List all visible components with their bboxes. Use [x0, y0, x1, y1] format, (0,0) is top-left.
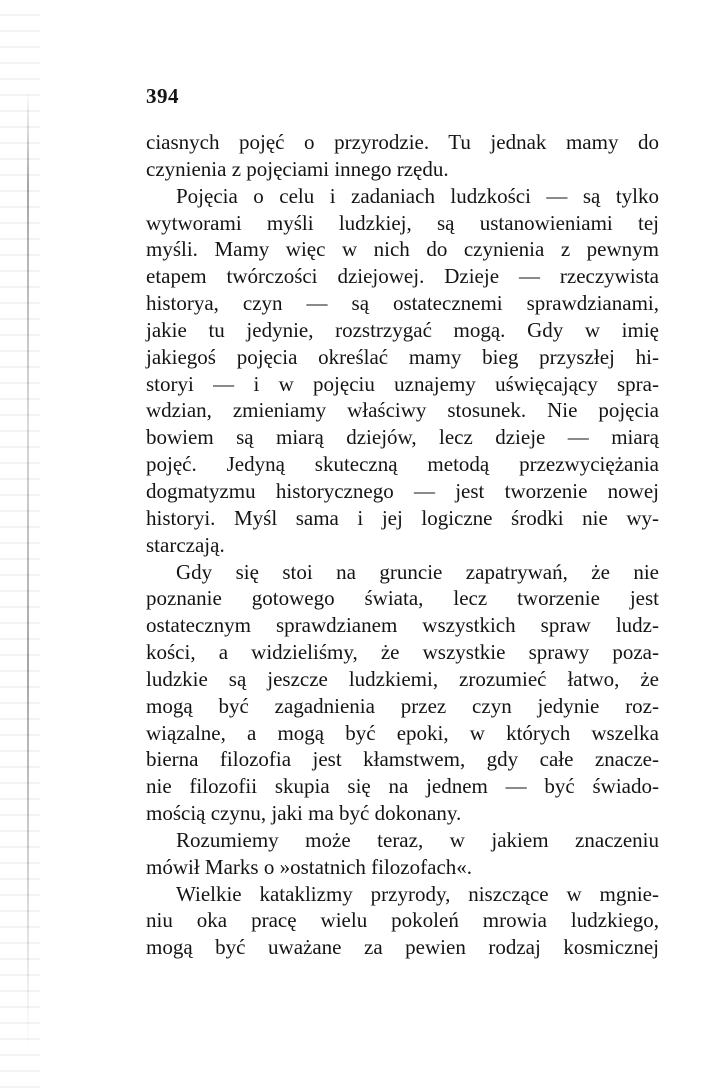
- paragraph-first-line: Wielkie kataklizmy przyrody, niszczące w mgnie-: [176, 881, 659, 906]
- text-line: ciasnych pojęć o przyrodzie. Tu jednak mamy do: [146, 130, 659, 154]
- text-line: poznanie gotowego świata, lecz tworzenie jest: [146, 586, 659, 611]
- text-line: bierna filozofia jest kłamstwem, gdy całe znacze-: [146, 747, 659, 772]
- text-line: dogmatyzmu historycznego — jest tworzenie nowej: [146, 478, 659, 503]
- paragraph-first-line: Pojęcia o celu i zadaniach ludzkości — są tylko: [176, 183, 659, 208]
- binding-edge: [27, 90, 29, 1050]
- text-line: jakiegoś pojęcia określać mamy bieg przyszłej hi-: [146, 344, 659, 369]
- text-line: storyi — i w pojęciu uznajemy uświęcający spra-: [146, 371, 659, 396]
- text-line: bowiem są miarą dziejów, lecz dzieje — miarą: [146, 425, 659, 450]
- text-line: mogą być zagadnienia przez czyn jedynie roz-: [146, 693, 659, 718]
- text-line: niu oka pracę wielu pokoleń mrowia ludzkiego,: [146, 908, 659, 933]
- text-line: mogą być uważane za pewien rodzaj kosmicznej: [146, 935, 659, 960]
- text-line: historyi. Myśl sama i jej logiczne środki nie wy-: [146, 505, 659, 530]
- text-line: pojęć. Jedyną skuteczną metodą przezwyciężania: [146, 452, 659, 477]
- text-line: wdzian, zmieniamy właściwy stosunek. Nie pojęcia: [146, 398, 659, 423]
- text-line: wiązalne, a mogą być epoki, w których wszelka: [146, 720, 659, 745]
- paragraph-first-line: Gdy się stoi na gruncie zapatrywań, że nie: [176, 559, 659, 584]
- text-line: jakie tu jedynie, rozstrzygać mogą. Gdy w imię: [146, 317, 659, 342]
- text-line: wytworami myśli ludzkiej, są ustanowieniami tej: [146, 210, 659, 235]
- text-line: etapem twórczości dziejowej. Dzieje — rzeczywista: [146, 264, 659, 289]
- text-line: historya, czyn — są ostatecznemi sprawdzianami,: [146, 291, 659, 316]
- text-line: mówił Marks o »ostatnich filozofach«.: [146, 854, 473, 879]
- text-line: starczają.: [146, 532, 225, 557]
- text-line: nie filozofii skupia się na jednem — być świado-: [146, 774, 659, 799]
- text-line: mością czynu, jaki ma być dokonany.: [146, 801, 462, 826]
- text-line: ostatecznym sprawdzianem wszystkich spraw ludz-: [146, 613, 659, 638]
- binding-gutter: [0, 0, 40, 1090]
- body-text: [146, 129, 659, 961]
- page-number: 394: [146, 84, 179, 108]
- paragraph-first-line: Rozumiemy może teraz, w jakiem znaczeniu: [176, 827, 659, 852]
- text-line: ludzkie są jeszcze ludzkiemi, zrozumieć łatwo, że: [146, 666, 659, 691]
- text-line: kości, a widzieliśmy, że wszystkie sprawy poza-: [146, 640, 659, 665]
- text-line: myśli. Mamy więc w nich do czynienia z pewnym: [146, 237, 659, 262]
- text-line: czynienia z pojęciami innego rzędu.: [146, 156, 449, 181]
